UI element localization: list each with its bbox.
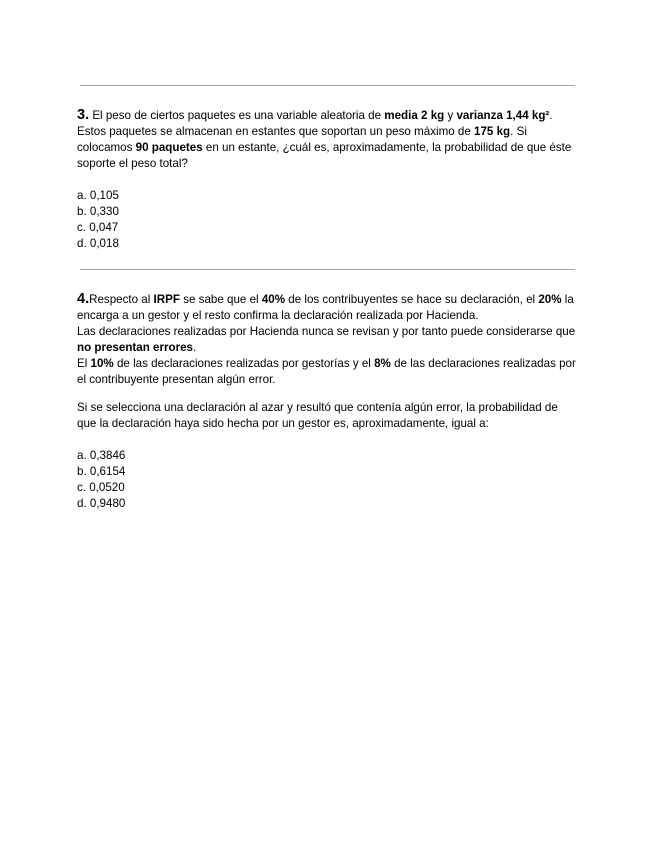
option-d: d. 0,018 <box>77 237 119 250</box>
option-b: b. 0,6154 <box>77 465 126 478</box>
question-3-text-part: y <box>444 109 457 122</box>
option-a: a. 0,3846 <box>77 449 126 462</box>
question-4-text-part: de las declaraciones realizadas por el contribuyente presentan algún error. <box>77 357 576 386</box>
question-4-number: 4. <box>77 291 90 307</box>
question-3-bold-variance: varianza 1,44 kg² <box>456 109 550 122</box>
question-4-text-part: El <box>77 357 91 370</box>
question-3-text <box>77 107 577 172</box>
question-3-text-part: . Estos paquetes se almacenan en estantes que soportan un peso máximo de <box>77 109 553 138</box>
question-3-options <box>77 188 577 252</box>
question-4-bold-irpf: IRPF <box>153 293 180 306</box>
question-4-bold-40: 40% <box>261 293 286 306</box>
question-3-text-part: . Si colocamos <box>77 125 527 154</box>
question-4-options <box>77 448 577 512</box>
question-3-bold-mean: media 2 kg <box>384 109 445 122</box>
question-3-number: 3. <box>77 107 90 123</box>
option-a: a. 0,105 <box>77 189 119 202</box>
question-4-intro <box>77 291 577 324</box>
question-4-bold-no-errors: no presentan errores <box>77 341 193 354</box>
question-4-text-part: se sabe que el <box>179 293 262 306</box>
question-3-bold-packages: 90 paquetes <box>135 141 203 154</box>
question-3-text-part: El peso de ciertos paquetes es una variable aleatoria de <box>89 109 385 122</box>
option-c: c. 0,0520 <box>77 481 125 494</box>
question-3-text-part: en un estante, ¿cuál es, aproximadamente, la probabilidad de que éste soporte el peso total? <box>77 141 572 170</box>
separator-top <box>80 85 575 86</box>
question-4-prompt: Si se selecciona una declaración al azar y resultó que contenía algún error, la probabilidad de que la declaración haya sido hecha por un gestor es, aproximadamente, igual a: <box>77 401 558 430</box>
question-4-text-part: la encarga a un gestor y el resto confirma la declaración realizada por Hacienda. <box>77 293 574 322</box>
question-4-hacienda <box>77 324 577 356</box>
question-4-errors <box>77 356 577 388</box>
question-4-bold-8: 8% <box>374 357 391 370</box>
question-4-text-part: Respecto al <box>89 293 154 306</box>
question-4-text-part: Las declaraciones realizadas por Hacienda nunca se revisan y por tanto puede considerarse que <box>77 325 576 338</box>
question-3-bold-max-weight: 175 kg <box>474 125 511 138</box>
question-4-text-part: . <box>192 341 197 354</box>
question-3 <box>77 107 577 252</box>
question-4 <box>77 291 577 512</box>
separator-middle <box>80 269 575 270</box>
question-4-bold-10: 10% <box>90 357 114 370</box>
option-d: d. 0,9480 <box>77 497 126 510</box>
option-c: c. 0,047 <box>77 221 119 234</box>
question-4-text-part: de los contribuyentes se hace su declaración, el <box>285 293 539 306</box>
question-4-bold-20: 20% <box>538 293 562 306</box>
option-b: b. 0,330 <box>77 205 119 218</box>
question-4-text-part: de las declaraciones realizadas por gestorías y el <box>113 357 375 370</box>
